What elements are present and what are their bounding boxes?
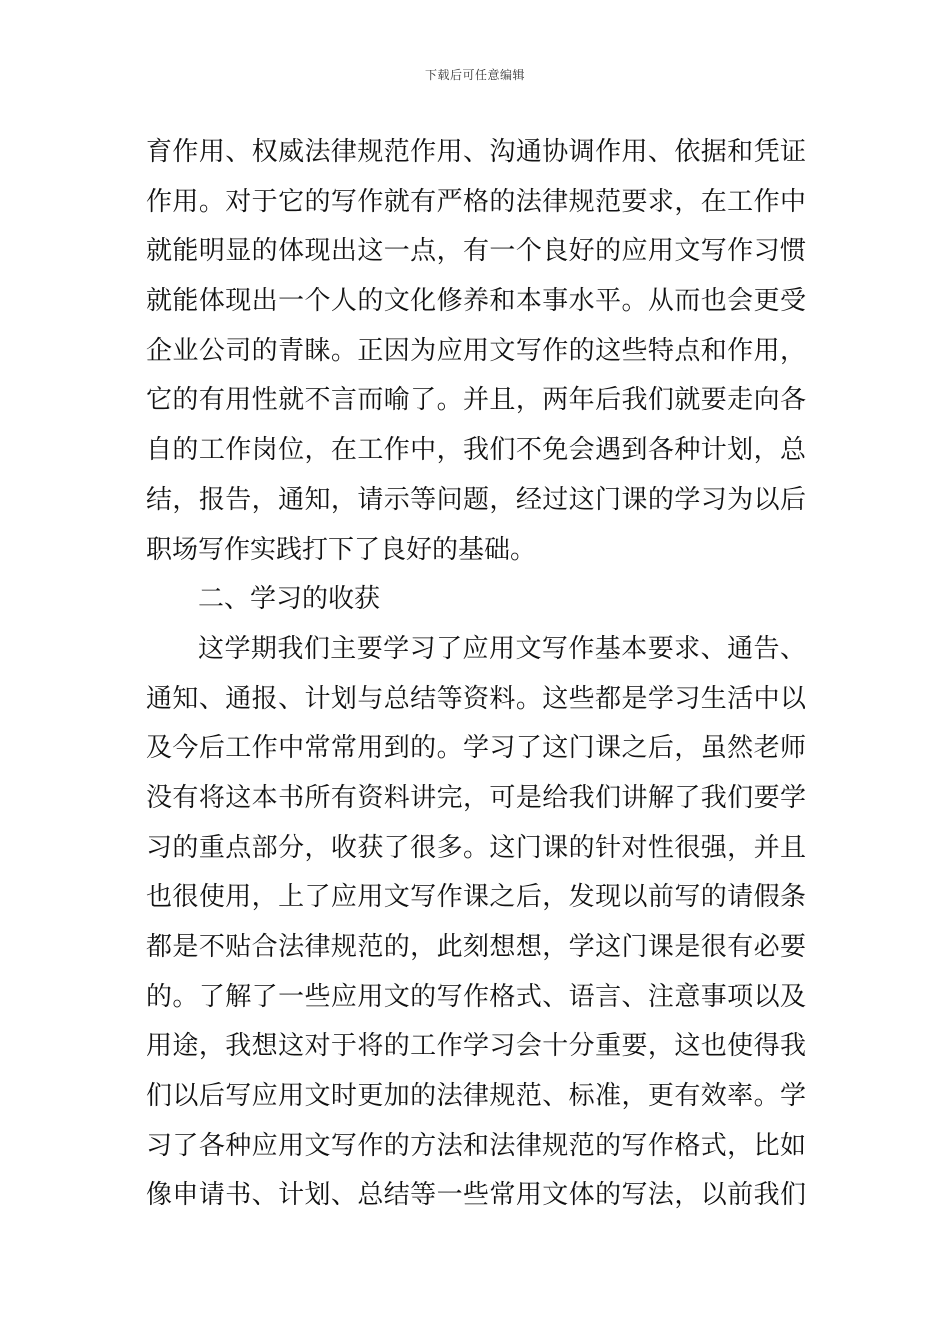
text-line: 就能体现出一个人的文化修养和本事水平。从而也会更受 xyxy=(146,286,806,317)
text-line: 结，报告，通知，请示等问题，经过这门课的学习为以后 xyxy=(146,484,806,515)
text-line: 习的重点部分，收获了很多。这门课的针对性很强，并且 xyxy=(146,832,806,863)
text-line: 习了各种应用文写作的方法和法律规范的写作格式，比如 xyxy=(146,1130,806,1161)
text-line: 这学期我们主要学习了应用文写作基本要求、通告、 xyxy=(198,633,806,664)
text-line: 企业公司的青睐。正因为应用文写作的这些特点和作用， xyxy=(146,335,806,366)
text-line: 自的工作岗位，在工作中，我们不免会遇到各种计划，总 xyxy=(146,435,806,466)
text-line: 也很使用，上了应用文写作课之后，发现以前写的请假条 xyxy=(146,882,806,913)
text-line: 及今后工作中常常用到的。学习了这门课之后，虽然老师 xyxy=(146,733,806,764)
text-line: 没有将这本书所有资料讲完，可是给我们讲解了我们要学 xyxy=(146,782,806,813)
text-line: 育作用、权威法律规范作用、沟通协调作用、依据和凭证 xyxy=(146,137,806,167)
text-line: 像申请书、计划、总结等一些常用文体的写法，以前我们 xyxy=(146,1180,806,1211)
text-line: 的。了解了一些应用文的写作格式、语言、注意事项以及 xyxy=(146,981,806,1012)
text-line: 职场写作实践打下了良好的基础。 xyxy=(146,534,537,565)
text-line: 它的有用性就不言而喻了。并且，两年后我们就要走向各 xyxy=(146,385,806,416)
text-line: 通知、通报、计划与总结等资料。这些都是学习生活中以 xyxy=(146,683,806,714)
section-heading: 二、学习的收获 xyxy=(198,584,381,615)
text-line: 用途，我想这对于将的工作学习会十分重要，这也使得我 xyxy=(146,1031,806,1062)
text-line: 作用。对于它的写作就有严格的法律规范要求，在工作中 xyxy=(146,186,806,217)
text-line: 们以后写应用文时更加的法律规范、标准，更有效率。学 xyxy=(146,1081,806,1112)
body-text xyxy=(146,128,806,1221)
text-line: 都是不贴合法律规范的，此刻想想，学这门课是很有必要 xyxy=(146,932,806,962)
header-note: 下载后可任意编辑 xyxy=(424,68,525,82)
text-line: 就能明显的体现出这一点，有一个良好的应用文写作习惯 xyxy=(146,236,806,267)
